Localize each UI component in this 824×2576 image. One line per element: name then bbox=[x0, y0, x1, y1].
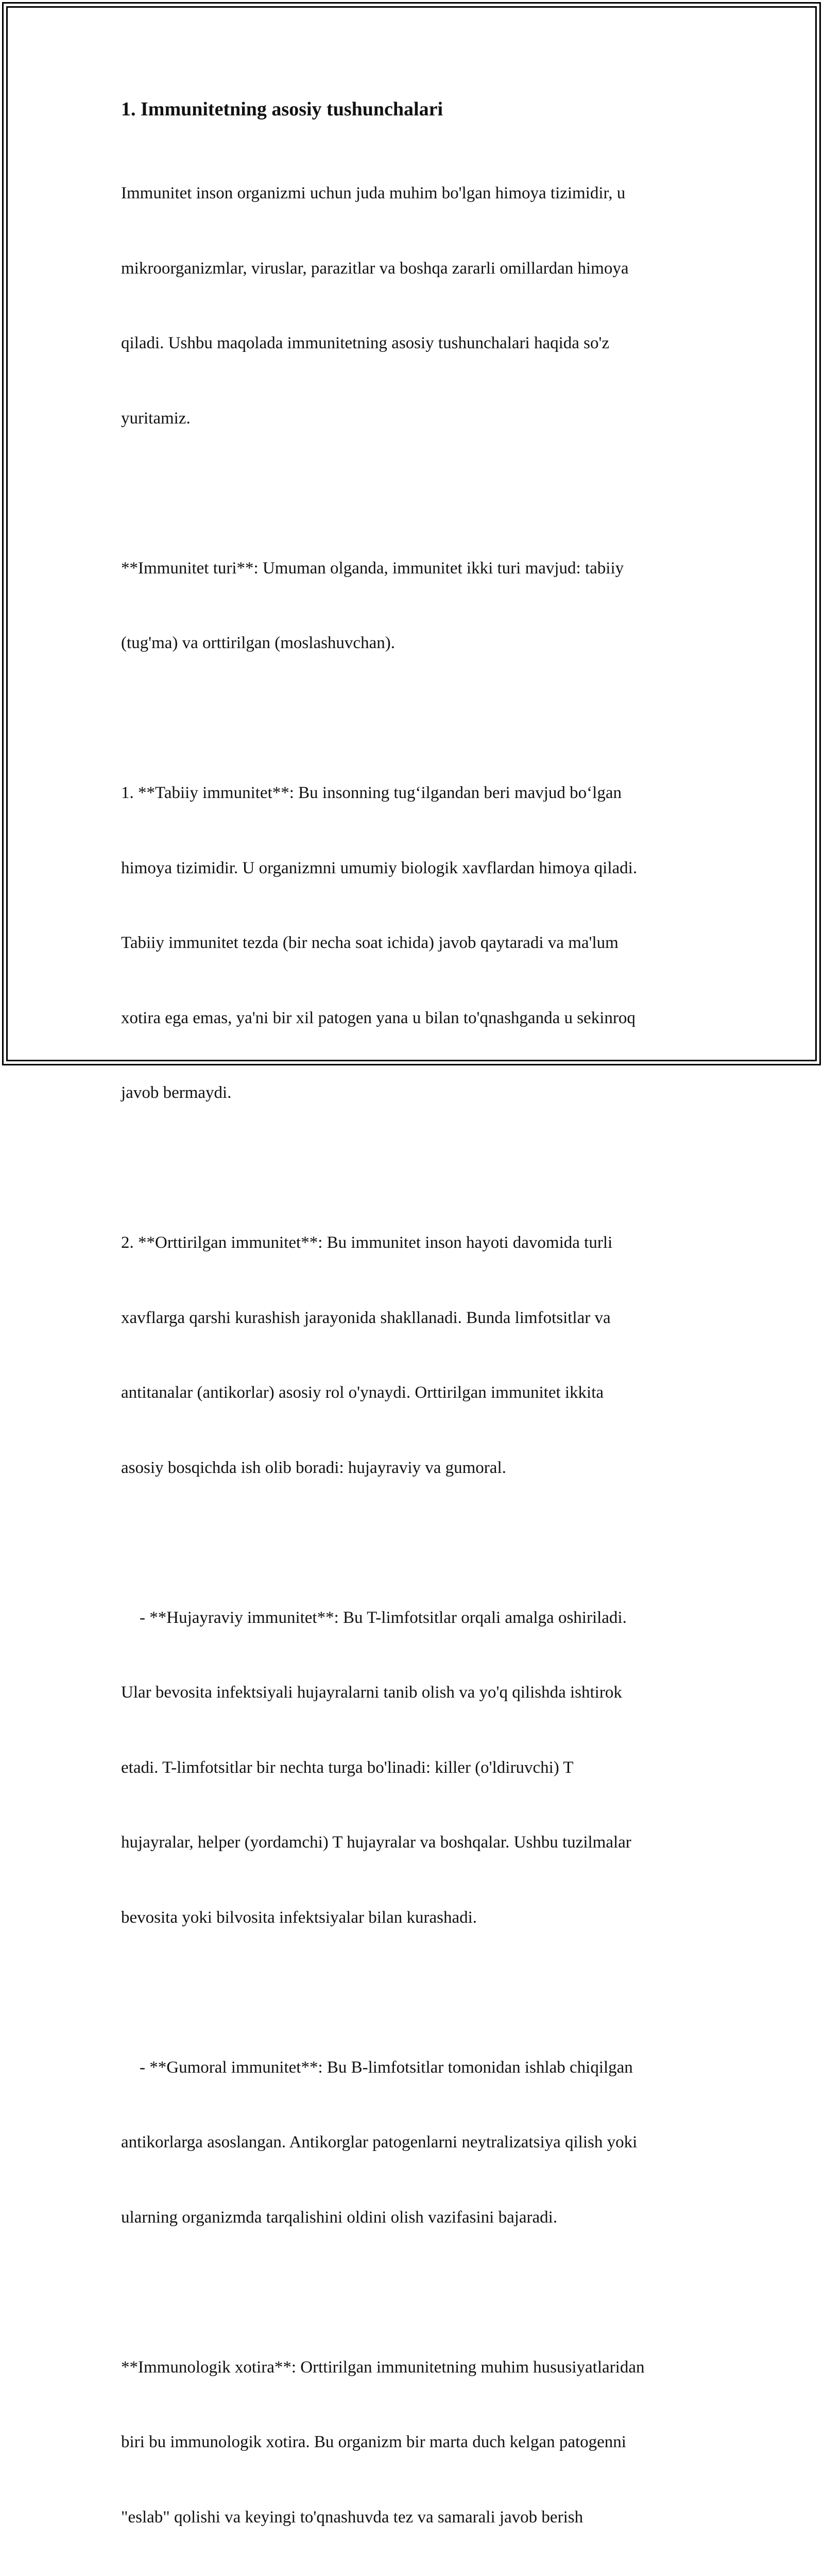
text-line: **Immunitet turi**: Umuman olganda, immunitet ikki turi mavjud: tabiiy bbox=[121, 556, 703, 581]
document-body bbox=[121, 96, 703, 2576]
paragraph-humoral-immunity bbox=[121, 2005, 703, 2280]
paragraph-immunological-memory bbox=[121, 2305, 703, 2576]
text-line: Ular bevosita infektsiyali hujayralarni tanib olish va yo'q qilishda ishtirok bbox=[121, 1680, 703, 1705]
text-line: mikroorganizmlar, viruslar, parazitlar va boshqa zararli omillardan himoya bbox=[121, 256, 703, 281]
paragraph-acquired-immunity bbox=[121, 1180, 703, 1530]
text-line: javob bermaydi. bbox=[121, 1080, 703, 1106]
text-line: Tabiiy immunitet tezda (bir necha soat ichida) javob qaytaradi va ma'lum bbox=[121, 930, 703, 956]
text-line: bevosita yoki bilvosita infektsiyalar bilan kurashadi. bbox=[121, 1905, 703, 1930]
text-line: himoya tizimidir. U organizmni umumiy biologik xavflardan himoya qiladi. bbox=[121, 856, 703, 881]
text-line: antikorlarga asoslangan. Antikorglar patogenlarni neytralizatsiya qilish yoki bbox=[121, 2130, 703, 2155]
text-line: biri bu immunologik xotira. Bu organizm bir marta duch kelgan patogenni bbox=[121, 2430, 703, 2455]
section-heading: 1. Immunitetning asosiy tushunchalari bbox=[121, 96, 703, 123]
text-line: asosiy bosqichda ish olib boradi: hujayraviy va gumoral. bbox=[121, 1455, 703, 1481]
text-line: yuritamiz. bbox=[121, 406, 703, 431]
paragraph-intro bbox=[121, 131, 703, 481]
text-line: ularning organizmda tarqalishini oldini olish vazifasini bajaradi. bbox=[121, 2205, 703, 2230]
text-line: Immunitet inson organizmi uchun juda muhim bo'lgan himoya tizimidir, u bbox=[121, 181, 703, 206]
text-line: - **Hujayraviy immunitet**: Bu T-limfotsitlar orqali amalga oshiriladi. bbox=[121, 1605, 703, 1631]
text-line: - **Gumoral immunitet**: Bu B-limfotsitlar tomonidan ishlab chiqilgan bbox=[121, 2055, 703, 2080]
paragraph-immunity-types bbox=[121, 506, 703, 706]
text-line: etadi. T-limfotsitlar bir nechta turga bo'linadi: killer (o'ldiruvchi) T bbox=[121, 1755, 703, 1781]
text-line: 2. **Orttirilgan immunitet**: Bu immunitet inson hayoti davomida turli bbox=[121, 1230, 703, 1256]
text-line: **Immunologik xotira**: Orttirilgan immunitetning muhim hususiyatlaridan bbox=[121, 2355, 703, 2380]
paragraph-cellular-immunity bbox=[121, 1555, 703, 1980]
text-line: hujayralar, helper (yordamchi) T hujayralar va boshqalar. Ushbu tuzilmalar bbox=[121, 1830, 703, 1855]
text-line: xotira ega emas, ya'ni bir xil patogen yana u bilan to'qnashganda u sekinroq bbox=[121, 1006, 703, 1031]
paragraph-innate-immunity bbox=[121, 731, 703, 1156]
text-line: (tug'ma) va orttirilgan (moslashuvchan). bbox=[121, 631, 703, 656]
text-line: antitanalar (antikorlar) asosiy rol o'ynaydi. Orttirilgan immunitet ikkita bbox=[121, 1380, 703, 1405]
text-line: qiladi. Ushbu maqolada immunitetning asosiy tushunchalari haqida so'z bbox=[121, 331, 703, 356]
text-line: 1. **Tabiiy immunitet**: Bu insonning tug‘ilgandan beri mavjud bo‘lgan bbox=[121, 781, 703, 806]
text-line: "eslab" qolishi va keyingi to'qnashuvda tez va samarali javob berish bbox=[121, 2505, 703, 2530]
text-line: xavflarga qarshi kurashish jarayonida shakllanadi. Bunda limfotsitlar va bbox=[121, 1306, 703, 1331]
